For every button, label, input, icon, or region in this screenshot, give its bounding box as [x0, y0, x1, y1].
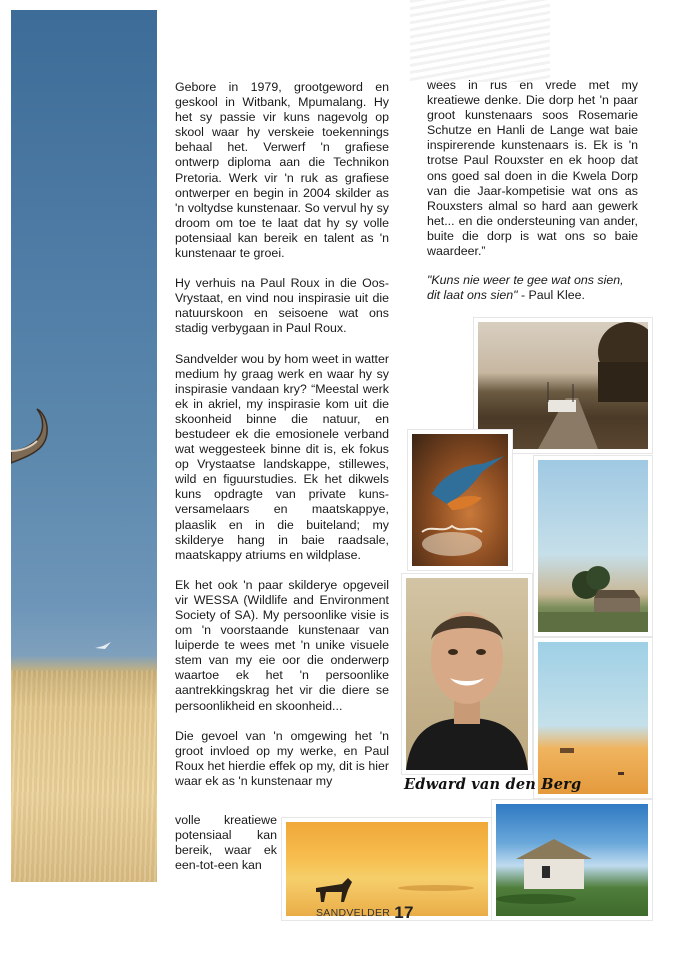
- pull-quote: [427, 273, 638, 303]
- rondavel-painting-image: [492, 800, 652, 920]
- paragraph-environment-continued: volle kreatiewe potensiaal kan bereik, waar ek een-tot-een kan: [175, 813, 277, 873]
- article-column-1: [175, 80, 389, 789]
- header-texture: [410, 0, 550, 82]
- left-painting-image: [11, 10, 157, 882]
- paragraph-wessa: Ek het ook 'n paar skilderye opgeveil vir WESSA (Wildlife and Environment Society of SA). My persoonlike visie is om 'n voorstaande kunstenaar van luiperde te wees met 'n unike visuele stem van my eie oor die onderwerp waartoe ek het 'n persoonlike aantrekkingskrag het vir die diere se persoonlikheid en skoonheid...: [175, 577, 389, 713]
- paragraph-paul-roux: Hy verhuis na Paul Roux in die Oos-Vrystaat, en vind nou inspirasie uit die natuurskoon en seisoene wat ons stadig verbygaan in Paul Roux.: [175, 276, 389, 336]
- artist-portrait-photo: [402, 574, 532, 774]
- desert-hut-painting-image: [534, 638, 652, 798]
- quote-author: - Paul Klee.: [517, 288, 585, 303]
- magazine-name: SANDVELDER: [316, 907, 391, 919]
- paragraph-village: wees in rus en vrede met my kreatiewe denke. Die dorp het 'n paar groot kunstenaars soos Rosemarie Schutze en Hanli de Lange wat baie inspirerende kunstenaars is. Ek is 'n trotse Paul Rouxster en ek hoop dat ons goed sal doen in die Kwela Dorp van die Jaar-kompetisie wat ons as Rouxsters almal so hard aan gewerk het... en die ondersteuning van ander, buite die dorp is wat ons so baie waardeer.”: [427, 78, 638, 259]
- horn-painting-detail: [11, 405, 71, 495]
- page-number: 17: [394, 903, 414, 922]
- article-column-1-tail: [175, 813, 277, 873]
- quote-text: "Kuns nie weer te gee wat ons sien, dit laat ons sien": [427, 273, 624, 303]
- artist-signature: Edward van den Berg: [404, 776, 582, 793]
- kingfisher-painting-image: [408, 430, 512, 570]
- paragraph-biography: Gebore in 1979, grootgeword en geskool in Witbank, Mpumalang. Hy het sy passie vir kuns nagevolg op skool waar hy verskeie toekennings behaal het. Verwerf 'n grafiese ontwerp diploma aan die Technikon Pretoria. Werk vir 'n ruk as grafiese ontwerper en begin in 2004 skilder as 'n voltydse kunstenaar. So vervul hy sy droom om toe te laat dat hy sy volle potensiaal kan bereik en talent as 'n kunstenaar te groei.: [175, 80, 389, 261]
- page-footer: [316, 903, 414, 923]
- paragraph-medium: Sandvelder wou by hom weet in watter medium hy graag werk en waar hy sy inspirasie vandaan kry? “Meestal werk ek in akriel, my inspirasie kom uit die skoonheid binne die natuur, en bestudeer ek die emosionele verband wat weggesteek binne dit is, ek fokus op Vrystaatse landskappe, stillewes, wild en figuurstudies. Ek het dikwels kuns opdragte van private kuns-versamelaars en maatskappye, plaaslik en in die buiteland; my skilderye hang in baie raadsale, maatskappy atriums en wildplase.: [175, 351, 389, 562]
- bird-painting-detail: [93, 640, 113, 654]
- farmhouse-painting-image: [534, 456, 652, 636]
- article-column-2: [427, 78, 638, 303]
- paragraph-environment: Die gevoel van 'n omgewing het 'n groot invloed op my werke, en Paul Roux het hierdie effek op my, dit is hier waar ek as 'n kunstenaar my: [175, 728, 389, 788]
